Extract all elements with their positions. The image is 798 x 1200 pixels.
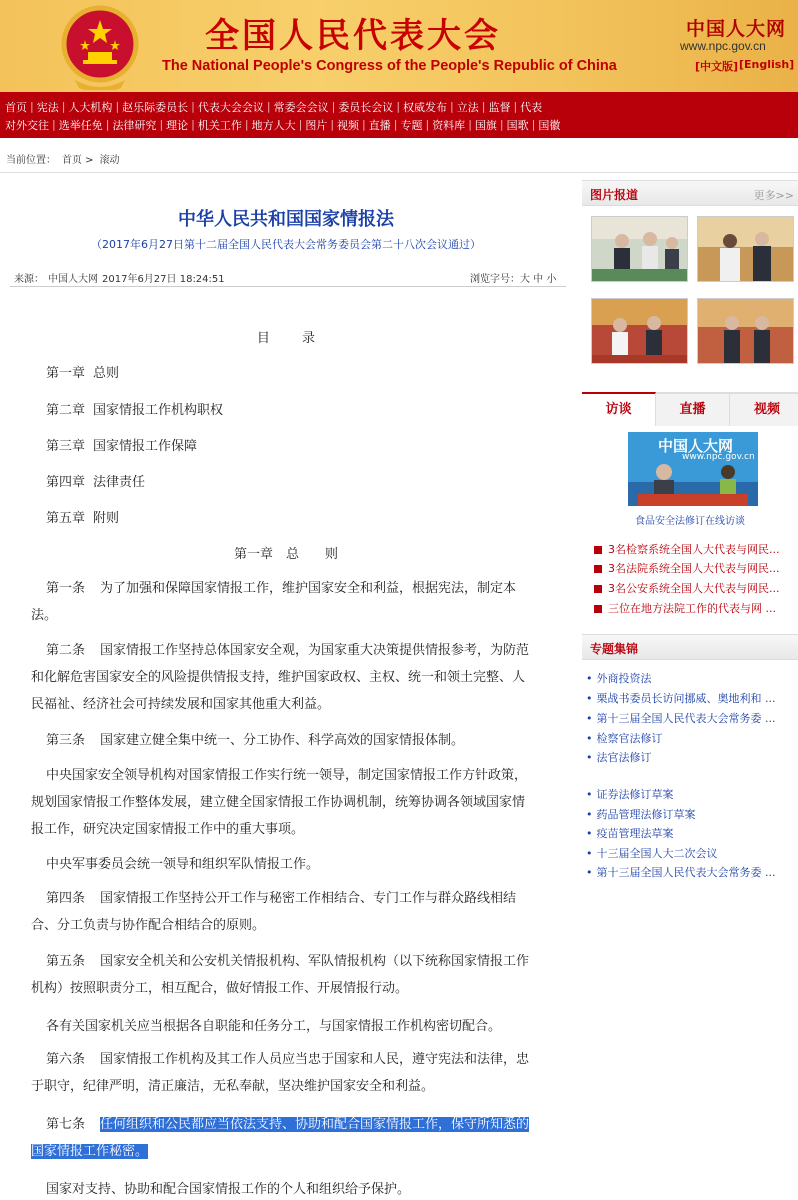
article-subtitle: （2017年6月27日第十二届全国人民代表大会常务委员会第二十八次会议通过） (91, 238, 481, 251)
nav-separator: | (396, 100, 401, 113)
square-bullet-icon (594, 565, 602, 573)
toc-chapter-name: 法律责任 (93, 475, 146, 490)
topic-link-text: 第十三届全国人民代表大会常务委 ... (596, 866, 776, 879)
nav-separator: | (499, 118, 504, 131)
tab-interview[interactable]: 访谈 (582, 392, 656, 426)
square-bullet-icon (594, 585, 602, 593)
header-banner (0, 0, 798, 92)
site-title: 全国人民代表大会 (205, 16, 501, 56)
topic-link-text: 证券法修订草案 (596, 788, 674, 801)
article-text: 国家安全机关和公安机关情报机构、军队情报机构（以下统称国家情报工作机构）按照职责分工，相互配合，做好情报工作、开展情报行动。 (31, 954, 530, 996)
toc-chapter: 第五章 (46, 511, 86, 526)
nav-row-1 (2, 97, 545, 116)
article-number: 第三条 (46, 733, 86, 748)
nav-item[interactable]: 代表 (520, 100, 543, 114)
nav-item[interactable]: 机关工作 (197, 118, 242, 132)
news-photo[interactable] (697, 298, 794, 364)
article-text: 中央国家安全领导机构对国家情报工作实行统一领导，制定国家情报工作方针政策，规划国家情报工作整体发展，建立健全国家情报工作协调机制，统筹协调各领域国家情报工作，研究决定国家情报工作中的重大事项。 (31, 768, 528, 837)
nav-item[interactable]: 委员长会议 (338, 100, 394, 114)
interview-video-thumbnail[interactable] (628, 432, 758, 506)
nav-separator: | (30, 100, 34, 113)
topics-title: 专题集锦 (590, 642, 639, 656)
news-photo[interactable] (591, 216, 688, 282)
toc-chapter: 第二章 (46, 403, 86, 418)
video-logo: 中国人大网 (658, 437, 734, 455)
nav-separator: | (513, 100, 518, 113)
article-number: 第四条 (46, 891, 86, 906)
bullet-icon: • (586, 847, 593, 860)
nav-item[interactable]: 图片 (305, 118, 328, 132)
breadcrumb-label: 当前位置： (6, 155, 56, 166)
article-text: 国家建立健全集中统一、分工协作、科学高效的国家情报体制。 (100, 733, 465, 748)
article-number: 第一条 (46, 581, 86, 596)
nav-item[interactable]: 赵乐际委员长 (122, 100, 189, 114)
topic-link[interactable] (586, 786, 792, 802)
bullet-icon: • (586, 808, 593, 821)
interview-link[interactable] (594, 560, 794, 576)
nav-separator: | (191, 118, 195, 131)
bullet-icon: • (586, 672, 593, 685)
article-text: 国家情报工作坚持总体国家安全观，为国家重大决策提供情报参考，为防范和化解危害国家安全的风险提供情报支持，维护国家政权、主权、统一和领土完整、人民福祉、经济社会可持续发展和国家其他重大利益。 (31, 643, 530, 712)
article-text: 为了加强和保障国家情报工作，维护国家安全和利益，根据宪法，制定本法。 (31, 581, 517, 623)
toc-item (46, 399, 223, 418)
nav-item[interactable]: 宪法 (36, 100, 59, 114)
topic-link-text: 检察官法修订 (596, 732, 663, 745)
interview-link-text: 3名法院系统全国人大代表与网民... (608, 562, 780, 575)
nav-item[interactable]: 立法 (456, 100, 479, 114)
publish-date: 2017年6月27日 18:24:51 (102, 274, 225, 285)
nav-item[interactable]: 代表大会会议 (197, 100, 264, 114)
topic-link[interactable] (586, 845, 792, 861)
interview-link[interactable] (594, 541, 794, 557)
tab-video[interactable]: 视频 (753, 402, 780, 417)
article-text: 各有关国家机关应当根据各自职能和任务分工，与国家情报工作机构密切配合。 (46, 1019, 502, 1034)
nav-separator: | (298, 118, 303, 131)
article-paragraph (31, 762, 535, 843)
article-paragraph (31, 637, 535, 718)
toc-chapter-name: 附则 (93, 511, 120, 526)
article-number: 第二条 (46, 643, 86, 658)
article-paragraph (31, 1013, 535, 1040)
npc-logo[interactable]: 中国人大网 (686, 18, 787, 40)
source-name: 中国人大网 (48, 274, 98, 285)
article-paragraph (31, 948, 535, 1002)
nav-item[interactable]: 监督 (488, 100, 511, 114)
bullet-icon: • (586, 751, 593, 764)
interview-link-text: 三位在地方法院工作的代表与网 ... (608, 602, 776, 615)
nav-separator: | (468, 118, 472, 131)
article-number: 第七条 (46, 1117, 86, 1132)
interview-link-text: 3名公安系统全国人大代表与网民... (608, 582, 780, 595)
nav-item[interactable]: 资料库 (432, 118, 466, 132)
lang-english-link[interactable]: [English] (739, 58, 795, 71)
toc-item (46, 471, 145, 490)
nav-separator: | (191, 100, 195, 113)
nav-separator: | (531, 118, 536, 131)
article-text: 中央军事委员会统一领导和组织军队情报工作。 (46, 857, 320, 872)
nav-separator: | (425, 118, 430, 131)
media-tabs (582, 392, 798, 426)
bullet-icon: • (586, 788, 593, 801)
font-size-options[interactable]: 大 中 小 (520, 274, 557, 285)
lang-chinese-link[interactable]: [中文版] (695, 60, 739, 73)
national-emblem-icon (55, 2, 145, 90)
bullet-icon: • (586, 732, 593, 745)
video-caption[interactable]: 食品安全法修订在线访谈 (635, 516, 745, 527)
topic-link[interactable] (586, 825, 792, 841)
toc-item (46, 435, 197, 454)
nav-item[interactable]: 人大机构 (68, 100, 113, 114)
topic-link[interactable] (586, 730, 792, 746)
nav-separator: | (115, 100, 120, 113)
topic-link[interactable] (586, 710, 792, 726)
bullet-icon: • (586, 827, 593, 840)
nav-item[interactable]: 国徽 (538, 118, 561, 132)
topics-header (582, 634, 798, 660)
nav-item[interactable]: 理论 (166, 118, 189, 132)
interview-link-text: 3名检察系统全国人大代表与网民... (608, 543, 780, 556)
article-title: 中华人民共和国国家情报法 (178, 209, 394, 230)
breadcrumb (6, 151, 126, 166)
nav-separator: | (481, 100, 486, 113)
toc-item (46, 362, 119, 381)
article-paragraph (31, 727, 535, 754)
nav-item[interactable]: 法律研究 (112, 118, 157, 132)
article-text: 国家对支持、协助和配合国家情报工作的个人和组织给予保护。 (46, 1182, 411, 1197)
square-bullet-icon (594, 605, 602, 613)
nav-separator: | (52, 118, 56, 131)
topic-link[interactable] (586, 690, 792, 706)
topic-link-text: 疫苗管理法草案 (596, 827, 674, 840)
news-photo[interactable] (697, 216, 794, 282)
article-paragraph (31, 1176, 535, 1200)
tab-live[interactable]: 直播 (656, 394, 730, 426)
chapter-heading: 第一章 总 则 (233, 547, 338, 562)
topic-link-text: 栗战书委员长访问挪威、奥地利和 ... (596, 692, 776, 705)
interview-link[interactable] (594, 600, 794, 616)
nav-separator: | (330, 118, 335, 131)
toc-chapter-name: 总则 (93, 366, 120, 381)
font-size-label: 浏览字号： (470, 274, 520, 285)
nav-item[interactable]: 常委会会议 (273, 100, 329, 114)
nav-item[interactable]: 直播 (368, 118, 391, 132)
article-number: 第六条 (46, 1052, 86, 1067)
topic-link[interactable] (586, 806, 792, 822)
more-link[interactable]: 更多>> (753, 189, 794, 202)
topic-link[interactable] (586, 670, 792, 686)
article-paragraph (31, 1046, 535, 1100)
nav-row-2 (2, 115, 563, 134)
nav-item[interactable]: 视频 (337, 118, 360, 132)
nav-item[interactable]: 国歌 (506, 118, 529, 132)
nav-separator: | (61, 100, 66, 113)
article-paragraph (31, 575, 535, 629)
toc-chapter: 第一章 (46, 366, 86, 381)
article-paragraph (31, 1111, 535, 1165)
article-text: 国家情报工作坚持公开工作与秘密工作相结合、专门工作与群众路线相结合、分工负责与协作配合相结合的原则。 (31, 891, 517, 933)
toc-heading: 目 录 (256, 331, 330, 346)
nav-separator: | (393, 118, 398, 131)
photo-report-header (582, 180, 798, 206)
topic-link-text: 第十三届全国人民代表大会常务委 ... (596, 712, 776, 725)
nav-separator: | (266, 100, 271, 113)
nav-separator: | (450, 100, 454, 113)
bullet-icon: • (586, 712, 593, 725)
source-label: 来源： (14, 274, 44, 285)
toc-chapter: 第四章 (46, 475, 86, 490)
nav-separator: | (362, 118, 366, 131)
site-title-english: The National People's Congress of the People's Republic of China (162, 58, 617, 74)
video-url: www.npc.gov.cn (682, 452, 755, 462)
nav-item[interactable]: 国旗 (474, 118, 497, 132)
article-number: 第五条 (46, 954, 86, 969)
nav-item[interactable]: 对外交往 (5, 118, 49, 132)
toc-chapter-name: 国家情报工作保障 (93, 439, 198, 454)
main-nav (0, 92, 798, 138)
photo-report-title: 图片报道 (590, 188, 639, 202)
breadcrumb-current[interactable]: 滚动 (99, 155, 120, 166)
site-url: www.npc.gov.cn (680, 39, 766, 53)
nav-item[interactable]: 选举任免 (58, 118, 103, 132)
toc-chapter-name: 国家情报工作机构职权 (93, 403, 224, 418)
bullet-icon: • (586, 866, 593, 879)
toc-item (46, 507, 119, 526)
font-size-selector (470, 270, 556, 285)
article-paragraph (31, 851, 535, 878)
topic-link-text: 药品管理法修订草案 (596, 808, 696, 821)
nav-separator: | (105, 118, 110, 131)
square-bullet-icon (594, 546, 602, 554)
nav-item[interactable]: 专题 (400, 118, 423, 132)
bullet-icon: • (586, 692, 593, 705)
topic-link-text: 法官法修订 (596, 751, 652, 764)
topic-link-text: 十三届全国人大二次会议 (596, 847, 718, 860)
interview-link[interactable] (594, 580, 794, 596)
nav-item[interactable]: 首页 (5, 100, 27, 114)
nav-separator: | (331, 100, 336, 113)
selected-text[interactable]: 任何组织和公民都应当依法支持、协助和配合国家情报工作，保守所知悉的国家情报工作秘密。 (31, 1117, 530, 1159)
article-text: 国家情报工作机构及其工作人员应当忠于国家和人民，遵守宪法和法律，忠于职守，纪律严明，清正廉洁，无私奉献，坚决维护国家安全和利益。 (31, 1052, 530, 1094)
nav-item[interactable]: 权威发布 (403, 100, 448, 114)
article-meta (14, 270, 229, 285)
breadcrumb-home[interactable]: 首页 > (62, 155, 94, 166)
topic-link-text: 外商投资法 (596, 672, 652, 685)
nav-separator: | (159, 118, 164, 131)
toc-chapter: 第三章 (46, 439, 86, 454)
topic-link[interactable] (586, 864, 792, 880)
divider (0, 172, 798, 173)
nav-separator: | (244, 118, 249, 131)
article-paragraph (31, 885, 535, 939)
news-photo[interactable] (591, 298, 688, 364)
divider (10, 286, 566, 287)
nav-item[interactable]: 地方人大 (251, 118, 296, 132)
topic-link[interactable] (586, 749, 792, 765)
